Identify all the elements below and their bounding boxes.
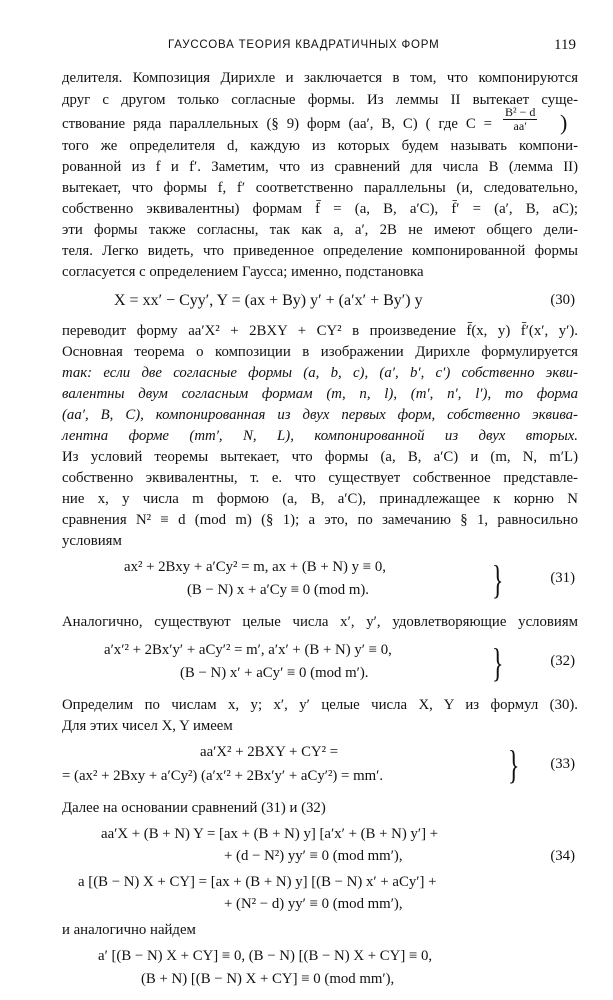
text-line: вытекает, что формы f, f′ соответственно параллельны (и, следовательно, <box>62 180 578 196</box>
equation-line: a′ [(B − N) X + CY] ≡ 0, (B − N) [(B − N) X + CY] ≡ 0, <box>98 948 433 964</box>
running-title: ГАУССОВА ТЕОРИЯ КВАДРАТИЧНЫХ ФОРМ <box>168 39 440 51</box>
text-line: Из условий теоремы вытекает, что формы (a, B, a′C) и (m, N, m′L) <box>62 449 578 465</box>
text-line: делителя. Композиция Дирихле и заключается в том, что компонируются <box>62 70 578 86</box>
text-line: теля. Легко видеть, что приведенное определение компонированной формы <box>62 243 578 259</box>
equation-34-line4: + (N² − d) yy′ ≡ 0 (mod mm′), <box>224 896 403 912</box>
text-line: так: если две согласные формы (a, b, c), (a′, b′, c′) собственно экви- <box>62 365 578 381</box>
equation-31-line2: (B − N) x + a′Cy ≡ 0 (mod m). (31) <box>187 570 575 598</box>
text-line: Далее на основании сравнений (31) и (32) <box>62 800 326 816</box>
equation-number: (34) <box>550 848 575 864</box>
text-line: (aa′, B, C), компонированная из двух первых форм, собственно эквива- <box>62 407 578 423</box>
text-line: собственно эквивалентны) формам f̄ = (a, B, a′C), f̄′ = (a′, B, aC); <box>62 201 578 217</box>
equation-number: (30) <box>550 292 575 308</box>
equation-34-line2: + (d − N²) yy′ ≡ 0 (mod mm′), (34) <box>224 848 575 864</box>
equation-30: X = xx′ − Cyy′, Y = (ax + By) y′ + (a′x′ + By′) y (30) <box>114 292 575 309</box>
equation-number: (31) <box>550 570 575 586</box>
text-line: лентна форме (mm′, N, L), компонированной из двух вторых. <box>62 428 578 444</box>
text-line: переводит форму aa′X² + 2BXY + CY² в произведение f̄(x, y) f̄′(x′, y′). <box>62 323 578 339</box>
equation-31-line1: ax² + 2Bxy + a′Cy² = m, ax + (B + N) y ≡ 0, <box>124 559 386 575</box>
text-line: Для этих чисел X, Y имеем <box>62 718 233 734</box>
brace: } <box>507 742 520 787</box>
text-line: собственно эквивалентны, т. е. что существует собственное представле- <box>62 470 578 486</box>
page-number: 119 <box>554 37 576 53</box>
equation-number: (33) <box>550 756 575 772</box>
equation-33-line2: = (ax² + 2Bxy + a′Cy²) (a′x′² + 2Bx′y′ + aCy′²) = mm′. (33) <box>62 756 575 784</box>
equation-33-line1: aa′X² + 2BXY + CY² = <box>200 744 339 760</box>
page-header <box>70 37 576 57</box>
text-line: того же определителя d, каждую из которых будем называть компони- <box>62 138 578 154</box>
brace: } <box>491 640 504 685</box>
equation-32-line2: (B − N) x′ + aCy′ ≡ 0 (mod m′). (32) <box>180 653 575 681</box>
text-line: валентны двум согласным формам (m, n, l), (m′, n′, l′), то форма <box>62 386 578 402</box>
text-line: ние x, y числа m формою (a, B, a′C), принадлежащее к корню N <box>62 491 578 507</box>
fraction: $\frac{\text{B² − d}}{aa'}$ <box>505 105 536 133</box>
text-line: Основная теорема о композиции в изображении Дирихле формулируется <box>62 344 578 360</box>
equation-number: (32) <box>550 653 575 669</box>
text-line: согласуется с определением Гаусса; именно, подстановка <box>62 264 424 280</box>
text-line: сравнения N² ≡ d (mod m) (§ 1); а это, по замечанию § 1, равносильно <box>62 512 578 528</box>
text-line: эти формы также согласны, так как a, a′, 2B не имеют общего дели- <box>62 222 578 238</box>
equation-34-line3: a [(B − N) X + CY] = [ax + (B + N) y] [(B − N) x′ + aCy′] + <box>78 874 437 890</box>
text-line: Аналогично, существуют целые числа x′, y′, удовлетворяющие условиям <box>62 614 578 630</box>
text-line: и аналогично найдем <box>62 922 196 938</box>
brace: } <box>491 557 504 602</box>
text-line: ствование ряда параллельных (§ 9) форм (aa′, B, C) ( где C = $\frac{\text{B² − d}}{aa'}$ ) <box>62 105 568 135</box>
equation-32-line1: a′x′² + 2Bx′y′ + aCy′² = m′, a′x′ + (B + N) y′ ≡ 0, <box>104 642 392 658</box>
equation-line: (B + N) [(B − N) X + CY] ≡ 0 (mod mm′), <box>141 971 395 987</box>
text-line: рованной из f и f′. Заметим, что из сравнений для числа B (лемма II) <box>62 159 578 175</box>
text-line: условиям <box>62 533 122 549</box>
text-line: друг с другом только согласные формы. Из леммы II вытекает суще- <box>62 92 578 108</box>
text-line: Определим по числам x, y; x′, y′ целые числа X, Y из формул (30). <box>62 697 578 713</box>
equation-34-line1: aa′X + (B + N) Y = [ax + (B + N) y] [a′x′ + (B + N) y′] + <box>101 826 439 842</box>
